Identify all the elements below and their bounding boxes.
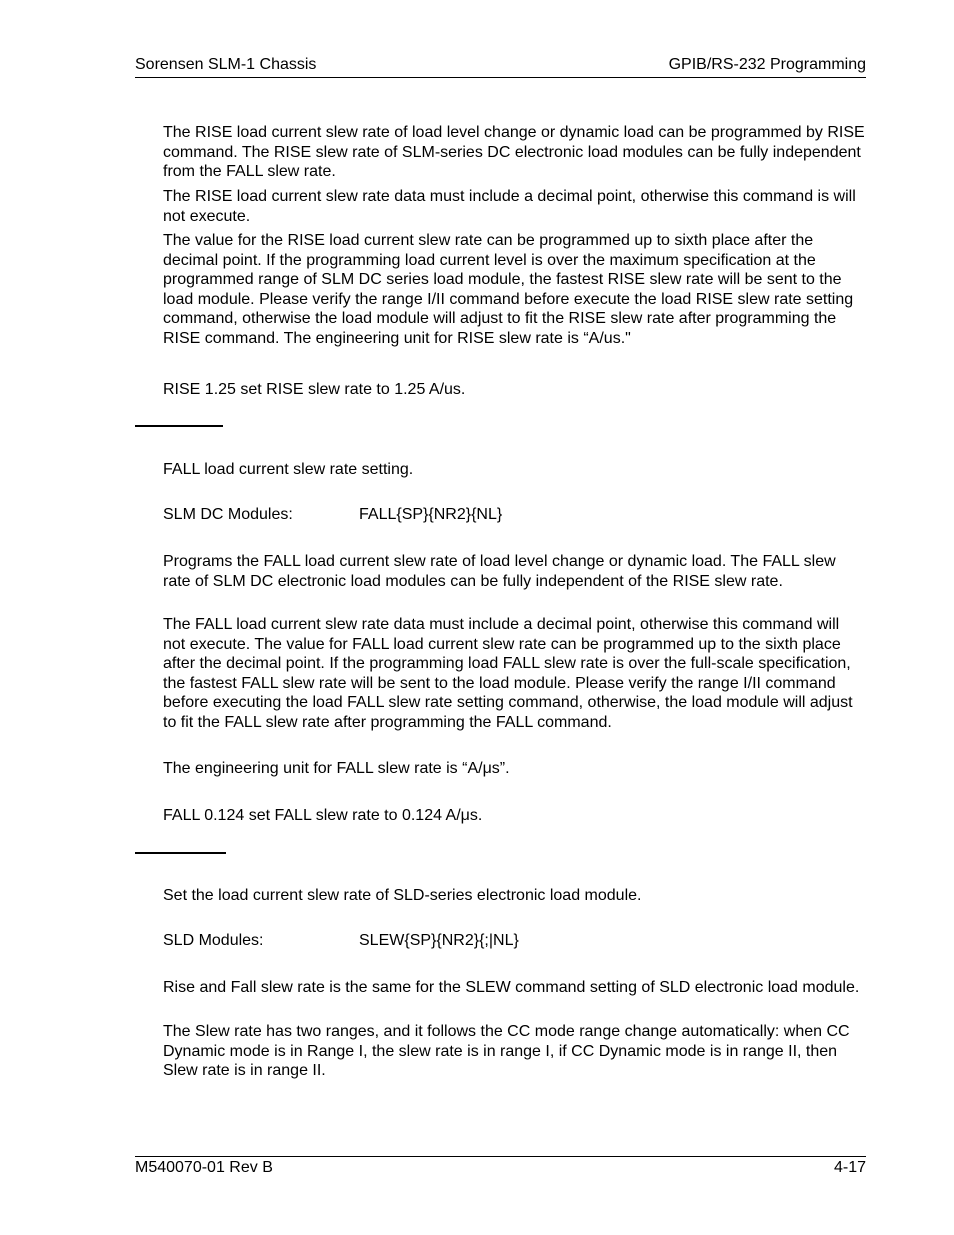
slew-syntax-label: SLD Modules: [163, 932, 264, 949]
fall-syntax-value: FALL{SP}{NR2}{NL} [359, 506, 503, 523]
page-footer [135, 1156, 866, 1176]
rise-paragraph-2: The RISE load current slew rate data must include a decimal point, otherwise this command is will not execute. [163, 188, 856, 225]
rise-example: RISE 1.25 set RISE slew rate to 1.25 A/us. [163, 381, 466, 398]
rise-paragraph-1: The RISE load current slew rate of load level change or dynamic load can be programmed by RISE command. The RISE slew rate of SLM-series DC electronic load modules can be fully independent from the FALL slew rate. [163, 124, 865, 181]
slew-paragraph-2: The Slew rate has two ranges, and it follows the CC mode range change automatically: when CC Dynamic mode is in Range I, the slew rate is in range I, if CC Dynamic mode is in range II, then Slew rate is in range II. [163, 1023, 850, 1080]
footer-page-number: 4-17 [833, 1159, 866, 1176]
page-header [135, 56, 866, 78]
fall-description: FALL load current slew rate setting. [163, 461, 414, 478]
section-divider-fall [135, 425, 223, 427]
fall-paragraph-3: The engineering unit for FALL slew rate is “A/μs”. [163, 760, 510, 777]
fall-syntax-label: SLM DC Modules: [163, 506, 293, 523]
header-right: GPIB/RS-232 Programming [668, 56, 866, 73]
rise-paragraph-3: The value for the RISE load current slew rate can be programmed up to sixth place after the decimal point. If the programming load current level is over the maximum specification at the programmed range of SLM DC series load module, the fastest RISE slew rate will be sent to the load module. Please verify the range I/II command before execute the load RISE slew rate setting command, otherwise the load module will adjust to fit the RISE slew rate after programming the RISE command. The engineering unit for RISE slew rate is “A/us." [163, 232, 854, 347]
slew-description: Set the load current slew rate of SLD-series electronic load module. [163, 887, 642, 904]
slew-syntax-value: SLEW{SP}{NR2}{;|NL} [359, 932, 519, 949]
section-divider-slew [135, 852, 226, 854]
fall-example: FALL 0.124 set FALL slew rate to 0.124 A/μs. [163, 807, 483, 824]
fall-paragraph-2: The FALL load current slew rate data must include a decimal point, otherwise this command will not execute. The value for FALL load current slew rate can be programmed up to the sixth place after the decimal point. If the programming load FALL slew rate is over the full-scale specification, the fastest FALL slew rate will be sent to the load module. Please verify the range I/II command before executing the load FALL slew rate setting command, otherwise, the load module will adjust to fit the FALL slew rate after programming the FALL command. [163, 616, 853, 731]
header-left: Sorensen SLM-1 Chassis [135, 56, 317, 73]
footer-doc-id: M540070-01 Rev B [135, 1159, 273, 1176]
fall-paragraph-1: Programs the FALL load current slew rate of load level change or dynamic load. The FALL slew rate of SLM DC electronic load modules can be fully independent of the RISE slew rate. [163, 553, 836, 590]
slew-paragraph-1: Rise and Fall slew rate is the same for the SLEW command setting of SLD electronic load module. [163, 979, 860, 996]
